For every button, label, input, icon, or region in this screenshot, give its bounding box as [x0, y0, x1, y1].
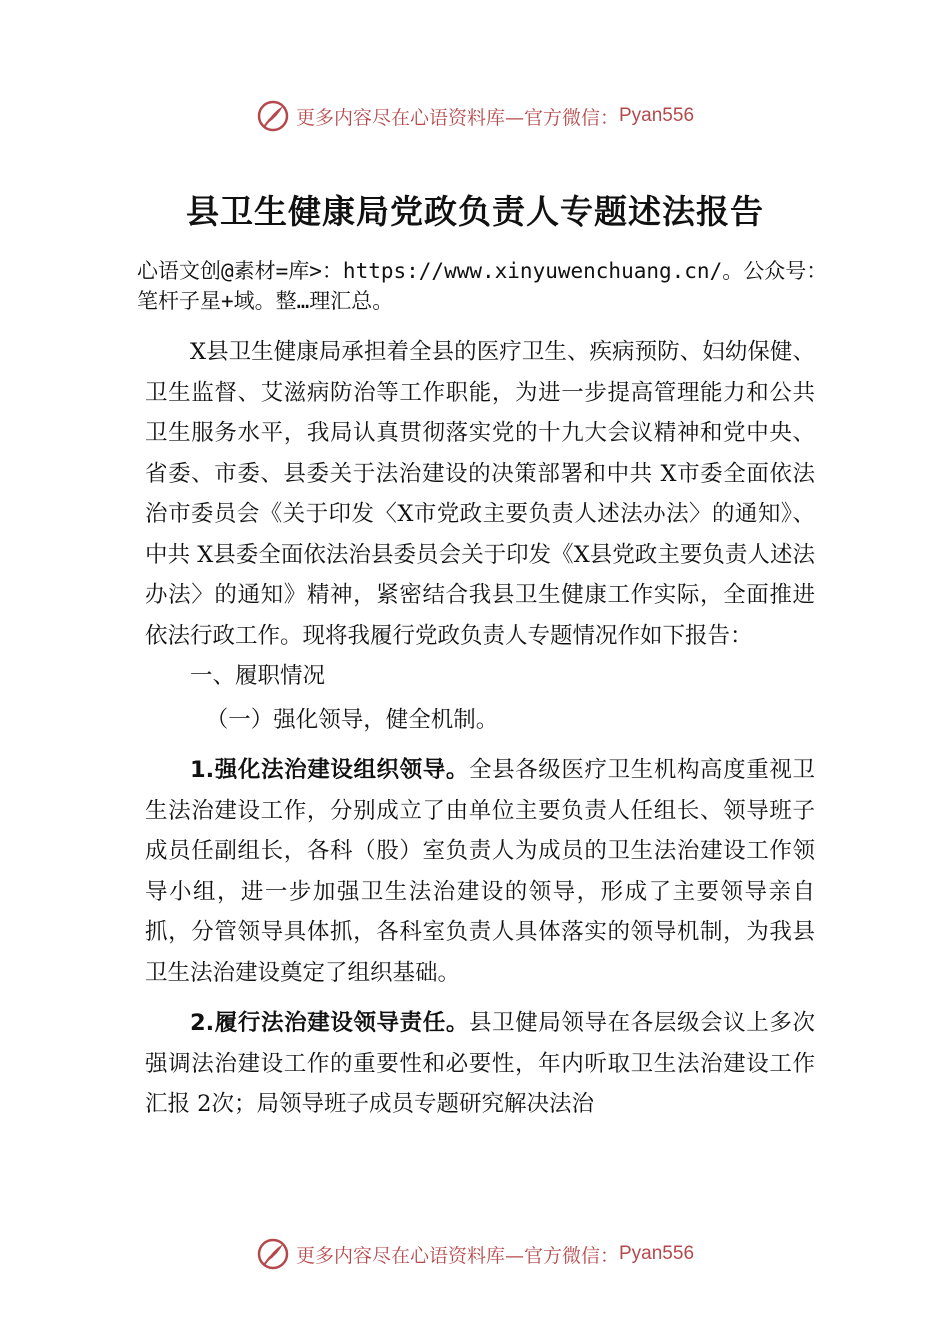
- watermark-banner-bottom: [0, 1234, 950, 1274]
- item-paragraph-1: [145, 750, 815, 993]
- subsection-heading: （一）强化领导，健全机制。: [205, 706, 499, 733]
- item-2-text: 县卫健局领导在各层级会议上多次强调法治建设工作的重要性和必要性，年内听取卫生法治建设工作汇报 2次；局领导班子成员专题研究解决法治: [145, 1010, 815, 1117]
- item-paragraph-2: [145, 1003, 815, 1125]
- banner-text: 更多内容尽在心语资料库—官方微信：: [295, 1244, 619, 1267]
- quill-logo-icon: [256, 99, 290, 133]
- banner-wechat-id: Pyan556: [619, 1243, 695, 1264]
- intro-paragraph: X县卫生健康局承担着全县的医疗卫生、疾病预防、妇幼保健、卫生监督、艾滋病防治等工作职能，为进一步提高管理能力和公共卫生服务水平，我局认真贯彻落实党的十九大会议精神和党中央、省委、市委、县委关于法治建设的决策部署和中共 X市委全面依法治市委员会《关于印发〈X市党政主要负责人述法办法〉的通知》、中共 X县委全面依法治县委员会关于印发《X县党政主要负责人述法办法〉的通知》精神，紧密结合我县卫生健康工作实际，全面推进依法行政工作。现将我履行党政负责人专题情况作如下报告：: [145, 339, 815, 649]
- item-2-lead: 2.履行法治建设领导责任。: [190, 1010, 469, 1036]
- document-title: 县卫生健康局党政负责人专题述法报告: [186, 192, 764, 231]
- source-line: 心语文创@素材=库>：https://www.xinyuwenchuang.cn/。公众号：笔杆子星+域。整…理汇总。: [137, 259, 828, 313]
- watermark-banner-top: [0, 96, 950, 136]
- section-heading: 一、履职情况: [190, 663, 326, 689]
- item-1-lead: 1.强化法治建设组织领导。: [190, 757, 469, 783]
- banner-text: 更多内容尽在心语资料库—官方微信：: [295, 106, 619, 129]
- quill-logo-icon: [256, 1237, 290, 1271]
- document-body: [145, 332, 815, 1125]
- item-1-text: 全县各级医疗卫生机构高度重视卫生法治建设工作，分别成立了由单位主要负责人任组长、领导班子成员任副组长，各科（股）室负责人为成员的卫生法治建设工作领导小组，进一步加强卫生法治建设的领导，形成了主要领导亲自抓，分管领导具体抓，各科室负责人具体落实的领导机制，为我县卫生法治建设奠定了组织基础。: [145, 757, 815, 986]
- banner-wechat-id: Pyan556: [619, 105, 695, 126]
